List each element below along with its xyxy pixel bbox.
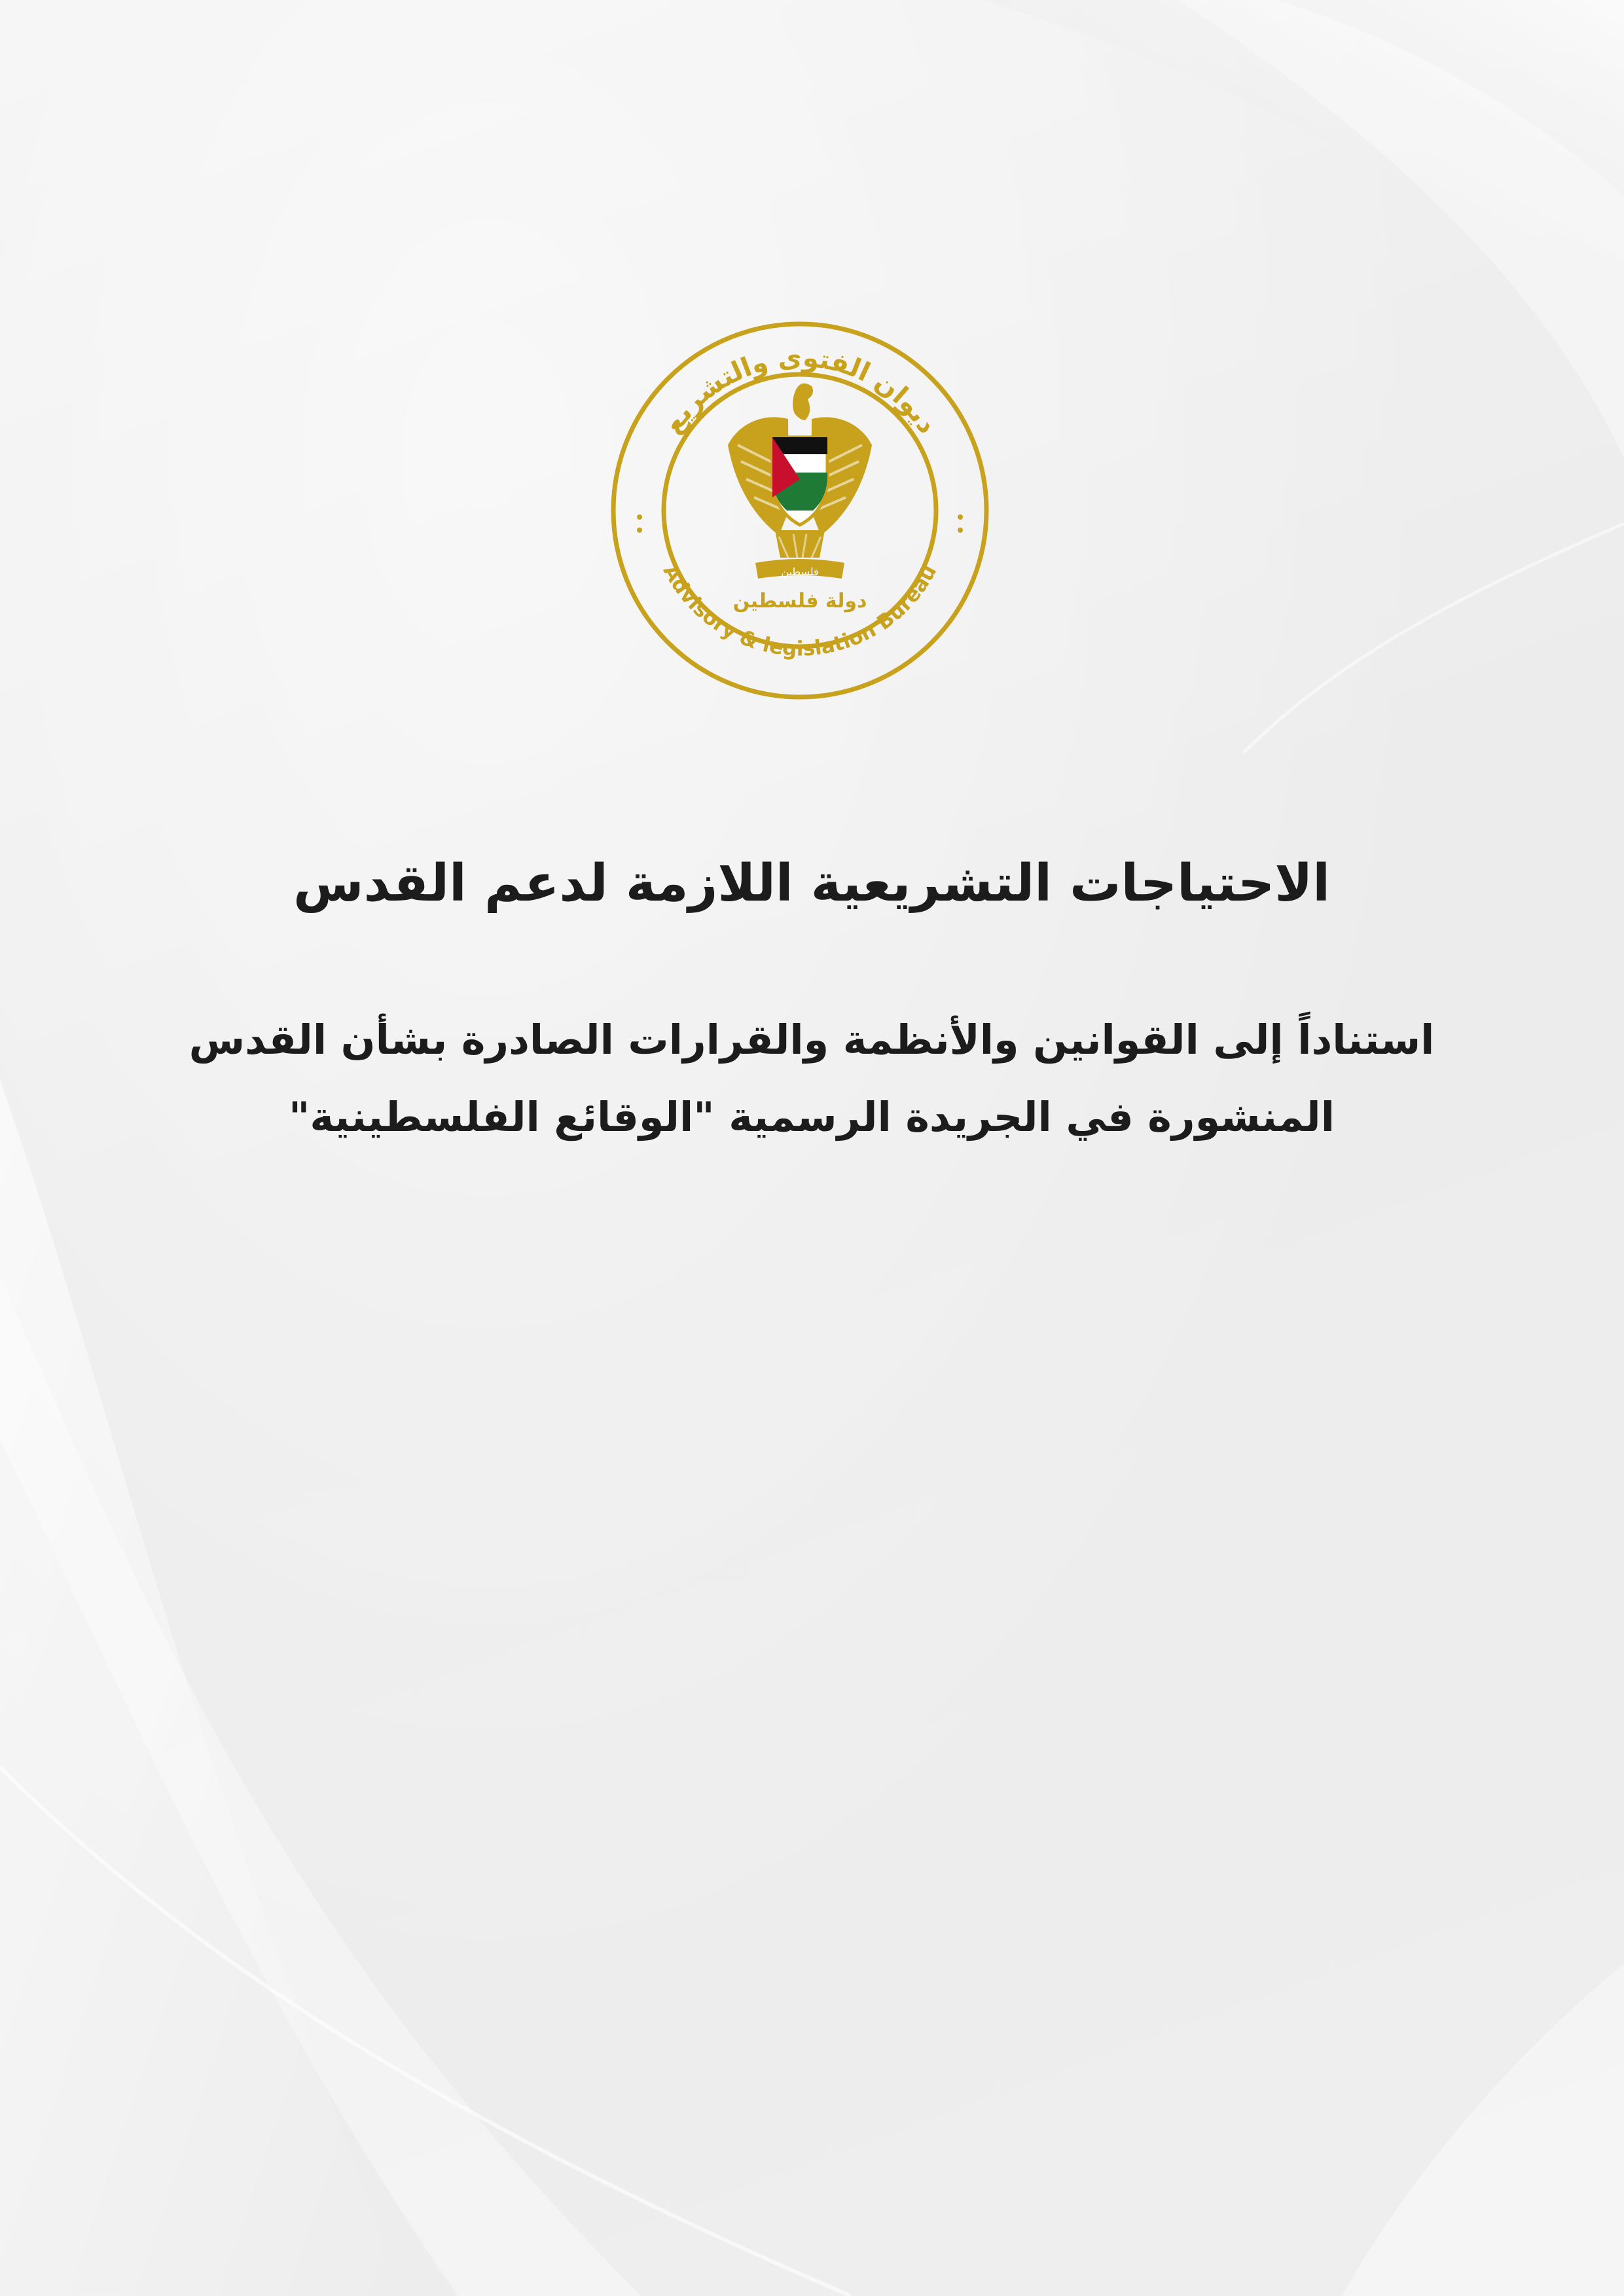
document-title: الاحتياجات التشريعية اللازمة لدعم القدس	[293, 854, 1331, 913]
seal-state-name: دولة فلسطين	[732, 590, 867, 613]
emblem-base-text: فلسطين	[781, 565, 819, 578]
subtitle-line-2: المنشورة في الجريدة الرسمية "الوقائع الفلسطينية"	[289, 1093, 1335, 1141]
seal-english-arc-text: Advisory & legislation Bureau	[658, 561, 942, 661]
seal-arabic-arc-text: ديوان الفتوى والتشريع	[657, 342, 943, 439]
subtitle-line-1: استناداً إلى القوانين والأنظمة والقرارات الصادرة بشأن القدس	[189, 1016, 1435, 1064]
document-subtitle	[157, 1001, 1466, 1156]
palestine-eagle-emblem-icon	[728, 384, 872, 579]
advisory-bureau-seal	[604, 314, 996, 707]
